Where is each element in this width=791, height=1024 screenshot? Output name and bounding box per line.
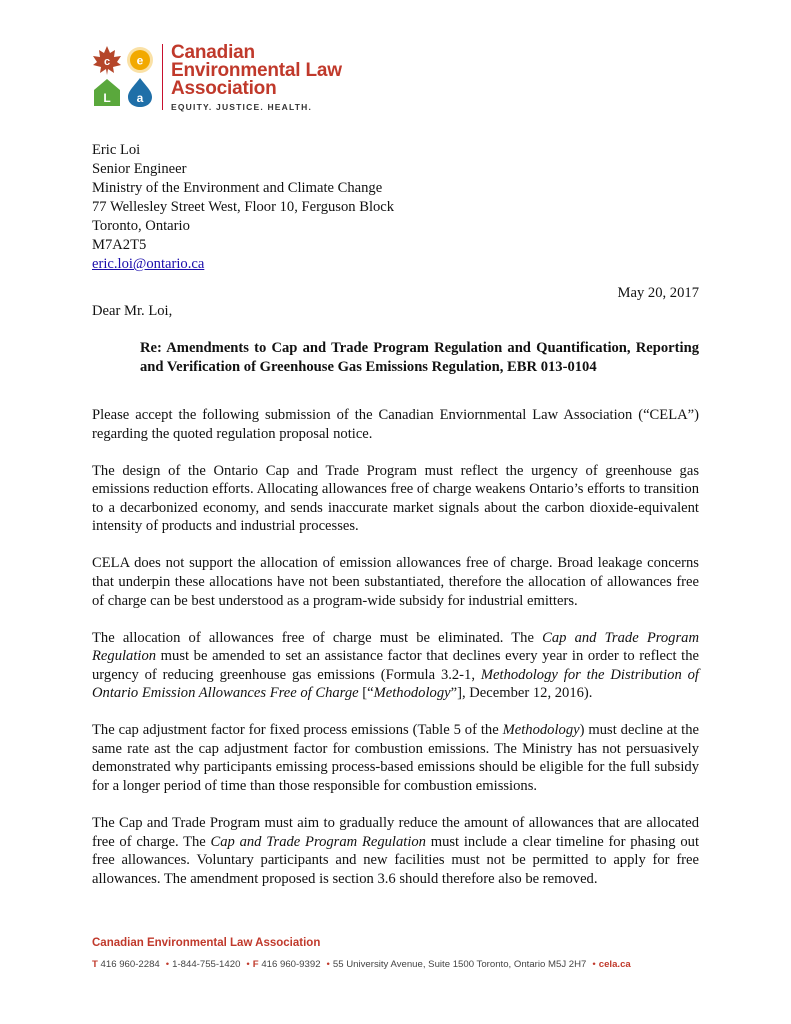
footer-address: 55 University Avenue, Suite 1500 Toronto, Ontario M5J 2H7 xyxy=(332,959,587,970)
recipient-name: Eric Loi xyxy=(92,142,141,158)
logo-line-2: Environmental Law xyxy=(171,60,342,81)
paragraph-3: CELA does not support the allocation of emission allowances free of charge. Broad leakage concerns that underpin these allocations have not been substantiated, therefore the allocation of allowances free of charge can be best understood as a program-wide subsidy for industrial emitters. xyxy=(92,555,699,609)
logo-letter-c: c xyxy=(103,56,111,68)
logo-letter-e: e xyxy=(136,53,144,68)
letter-body xyxy=(92,406,699,907)
subject-line: Re: Amendments to Cap and Trade Program Regulation and Quantification, Reporting and Verification of Greenhouse Gas Emissions Regulation, EBR 013-0104 xyxy=(140,340,699,375)
regulation-title: Cap and Trade Program Regulation xyxy=(92,629,699,665)
house-icon xyxy=(94,79,120,106)
salutation: Dear Mr. Loi, xyxy=(92,303,173,319)
logo-letter-a: a xyxy=(136,91,144,105)
recipient-title: Senior Engineer xyxy=(92,161,187,177)
maple-leaf-icon xyxy=(93,46,121,75)
sun-icon xyxy=(127,47,153,73)
recipient-email-link[interactable]: eric.loi@ontario.ca xyxy=(92,256,205,272)
logo-mark xyxy=(92,44,156,108)
paragraph-4: The allocation of allowances free of charge must be eliminated. The Cap and Trade Program Regulation must be amended to set an assistance factor that declines every year in order to reflect the urgency of reducing greenhouse gas emissions (Formula 3.2-1, Methodology for the Distribution of Ontario Emission Allowances Free of Charge [“Methodology”], December 12, 2016). xyxy=(92,629,699,702)
recipient-city: Toronto, Ontario xyxy=(92,218,190,234)
logo-line-3: Association xyxy=(171,78,277,99)
logo-line-1: Canadian xyxy=(171,42,255,63)
letter-date: May 20, 2017 xyxy=(617,285,699,301)
paragraph-6: The Cap and Trade Program must aim to gradually reduce the amount of allowances that are allocated free of charge. The Cap and Trade Program Regulation must include a clear timeline for phasing out free allowances. Voluntary participants and new facilities must not be permitted to apply for free allowances. The amendment proposed is section 3.6 should therefore also be removed. xyxy=(92,815,699,887)
logo-wordmark xyxy=(171,44,342,112)
footer-tollfree: 1-844-755-1420 xyxy=(172,959,241,970)
cela-logo xyxy=(92,44,342,112)
logo-tagline: EQUITY. JUSTICE. HEALTH. xyxy=(171,102,313,112)
paragraph-2: The design of the Ontario Cap and Trade Program must reflect the urgency of greenhouse gas emissions reduction efforts. Allocating allowances free of charge weakens Ontario’s efforts to transition to a decarbonized economy, and sends inaccurate market signals about the carbon dioxide-equivalent intensity of products and industrial processes. xyxy=(92,462,699,535)
footer-phone: 416 960-2284 xyxy=(100,959,160,970)
water-drop-icon xyxy=(128,78,152,107)
logo-divider xyxy=(162,44,163,110)
logo-letter-L: L xyxy=(103,91,111,105)
paragraph-5: The cap adjustment factor for fixed process emissions (Table 5 of the Methodology) must decline at the same rate ast the cap adjustment factor for combustion emissions. The Ministry has not persuasively demonstrated why participants emissing process-based emissions should be eligible for the full subsidy for a longer period of time than those responsible for combustion emissions. xyxy=(92,722,699,795)
footer-website-link[interactable]: cela.ca xyxy=(598,959,631,970)
recipient-ministry: Ministry of the Environment and Climate Change xyxy=(92,180,383,196)
recipient-street: 77 Wellesley Street West, Floor 10, Ferguson Block xyxy=(92,199,395,215)
recipient-address xyxy=(92,141,394,274)
paragraph-1: Please accept the following submission of the Canadian Enviornmental Law Association (“CELA”) regarding the quoted regulation proposal notice. xyxy=(92,407,699,442)
footer-fax: 416 960-9392 xyxy=(261,959,321,970)
methodology-title: Methodology for the Distribution of Ontario Emission Allowances Free of Charge xyxy=(92,666,699,702)
footer-org-name: Canadian Environmental Law Association xyxy=(92,937,321,949)
footer-contact-line: T 416 960-2284 • 1-844-755-1420 • F 416 960-9392 • 55 University Avenue, Suite 1500 Toronto, Ontario M5J 2H7 • cela.ca xyxy=(92,959,631,970)
recipient-postal: M7A2T5 xyxy=(92,237,147,253)
